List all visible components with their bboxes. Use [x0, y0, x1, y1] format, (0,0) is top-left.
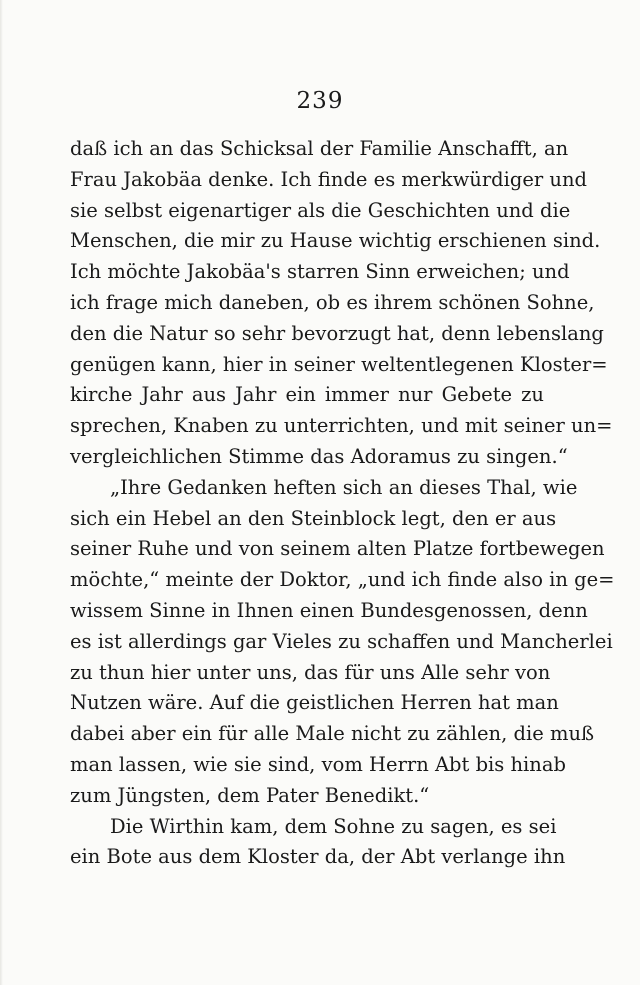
text-line: „Ihre Gedanken heften sich an dieses Thal, wie: [110, 475, 578, 499]
text-line: es ist allerdings gar Vieles zu schaffen und Mancherlei: [70, 629, 613, 653]
text-line: möchte,“ meinte der Doktor, „und ich finde also in ge=: [70, 568, 615, 592]
text-line: seiner Ruhe und von seinem alten Platze fortbewegen: [70, 537, 605, 561]
text-line: den die Natur so sehr bevorzugt hat, denn lebenslang: [70, 321, 604, 345]
text-line: zum Jüngsten, dem Pater Benedikt.“: [70, 783, 430, 807]
text-line: sprechen, Knaben zu unterrichten, und mit seiner un=: [70, 414, 613, 438]
text-line: wissem Sinne in Ihnen einen Bundesgenossen, denn: [70, 598, 588, 622]
text-line: genügen kann, hier in seiner weltentlegenen Kloster=: [70, 352, 608, 376]
page-number: 239: [296, 88, 344, 114]
text-line: sich ein Hebel an den Steinblock legt, den er aus: [70, 506, 557, 530]
page-edge-shadow: [0, 0, 3, 985]
text-line: Nutzen wäre. Auf die geistlichen Herren hat man: [70, 691, 559, 715]
text-line: zu thun hier unter uns, das für uns Alle sehr von: [70, 660, 551, 684]
text-line: ein Bote aus dem Kloster da, der Abt verlange ihn: [70, 845, 566, 869]
text-line: man lassen, wie sie sind, vom Herrn Abt bis hinab: [70, 752, 566, 776]
text-line: ich frage mich daneben, ob es ihrem schönen Sohne,: [70, 290, 595, 314]
text-line: Menschen, die mir zu Hause wichtig erschienen sind.: [70, 229, 601, 253]
text-line: Frau Jakobäa denke. Ich finde es merkwürdiger und: [70, 167, 588, 191]
text-line: daß ich an das Schicksal der Familie Anschafft, an: [70, 137, 569, 160]
text-line: dabei aber ein für alle Male nicht zu zählen, die muß: [70, 722, 595, 746]
text-line: Ich möchte Jakobäa's starren Sinn erweichen; und: [70, 260, 570, 284]
text-line: Die Wirthin kam, dem Sohne zu sagen, es sei: [110, 814, 557, 838]
text-line: vergleichlichen Stimme das Adoramus zu singen.“: [70, 444, 568, 468]
body-text: [70, 134, 615, 873]
text-line: kirche Jahr aus Jahr ein immer nur Gebete zu: [70, 383, 544, 407]
text-line: sie selbst eigenartiger als die Geschichten und die: [70, 198, 571, 222]
